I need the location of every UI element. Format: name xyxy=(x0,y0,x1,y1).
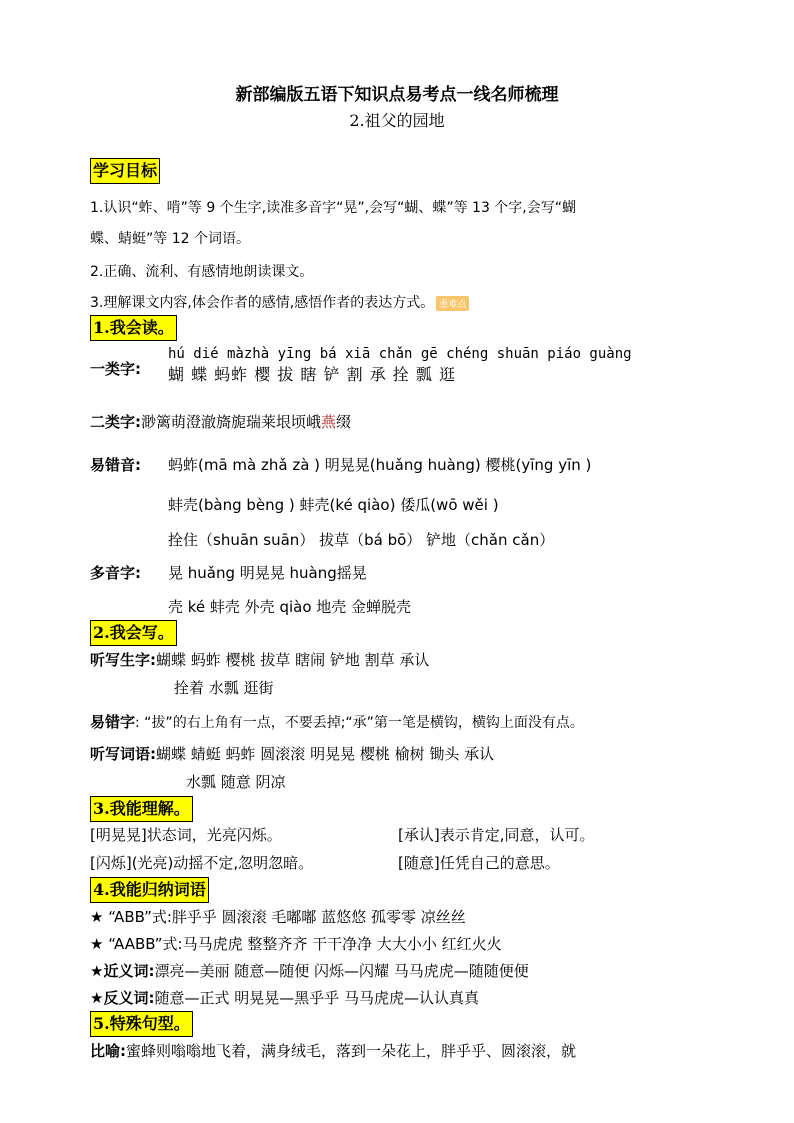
dict-label: 听写生字: xyxy=(90,651,156,669)
poly-label: 多音字: xyxy=(90,564,141,582)
induce-ant-row xyxy=(90,987,479,1008)
induce-heading: 4.我能归纳词语 xyxy=(90,877,209,903)
cat1-chars: 蝴 蝶 蚂蚱 樱 拔 瞎 铲 割 承 拴 瓢 逛 xyxy=(168,365,456,384)
dict-line-2: 拴着 水瓢 逛街 xyxy=(174,679,274,697)
poly-line-1: 晃 huǎng 明晃晃 huàng摇晃 xyxy=(168,564,367,582)
syn-label: ★近义词: xyxy=(90,962,155,980)
cat1-pinyin: hú dié màzhà yīng bá xiā chǎn gē chéng shuān piáo guàng xyxy=(168,346,632,362)
understand-line-2a: [闪烁](光亮)动摇不定,忽明忽暗。 xyxy=(90,854,314,872)
goal-line-3 xyxy=(90,292,469,312)
metaphor-label: 比喻: xyxy=(90,1042,126,1060)
section-heading-induce xyxy=(90,877,209,903)
sentence-row xyxy=(90,1040,576,1061)
error-line-2: 蚌壳(bàng bèng ) 蚌壳(ké qiào) 倭瓜(wō wěi ) xyxy=(168,496,499,514)
goal-line-1b: 蝶、蜻蜓”等 12 个词语。 xyxy=(90,231,250,247)
dict-row-1 xyxy=(90,649,429,670)
section-heading-understand xyxy=(90,796,193,822)
goal-line-1a: 1.认识“蚱、啃”等 9 个生字,读准多音字“晃”,会写“蝴、蝶”等 13 个字,会写“蝴 xyxy=(90,200,576,216)
poly-line-2: 壳 ké 蚌壳 外壳 qiào 地壳 金蝉脱壳 xyxy=(168,598,412,616)
section-heading-read xyxy=(90,315,177,341)
induce-abb: ★ “ABB”式:胖乎乎 圆滚滚 毛嘟嘟 蓝悠悠 孤零零 凉丝丝 xyxy=(90,908,466,926)
page-title: 新部编版五语下知识点易考点一线名师梳理 xyxy=(235,85,559,105)
dict-line-1: 蝴蝶 蚂蚱 樱桃 拔草 瞎闹 铲地 割草 承认 xyxy=(156,651,430,669)
cat2-chars-b: 缀 xyxy=(336,413,352,431)
err-char-row xyxy=(90,711,584,732)
key-point-badge: 重难点 xyxy=(436,296,469,311)
err-char-text: : “拔”的右上角有一点，不要丢掉;“承”第一笔是横钩，横钩上面没有点。 xyxy=(135,715,584,731)
read-heading: 1.我会读。 xyxy=(90,315,177,341)
induce-syn-row xyxy=(90,960,529,981)
words-row-1 xyxy=(90,743,494,764)
err-char-label: 易错字 xyxy=(90,713,136,731)
errors-label: 易错音: xyxy=(90,456,141,474)
error-line-3: 拴住（shuān suān） 拔草（bá bō） 铲地（chǎn cǎn） xyxy=(168,531,555,549)
sentence-heading: 5.特殊句型。 xyxy=(90,1011,193,1037)
write-heading: 2.我会写。 xyxy=(90,620,177,646)
understand-line-2b: [随意]任凭自己的意思。 xyxy=(398,854,560,872)
words-line-1: 蝴蝶 蜻蜓 蚂蚱 圆滚滚 明晃晃 樱桃 榆树 锄头 承认 xyxy=(156,745,495,763)
section-heading-write xyxy=(90,620,177,646)
section-heading-sentence xyxy=(90,1011,193,1037)
understand-heading: 3.我能理解。 xyxy=(90,796,193,822)
induce-aabb: ★ “AABB”式:马马虎虎 整整齐齐 干干净净 大大小小 红红火火 xyxy=(90,935,502,953)
syn-text: 漂亮—美丽 随意—随便 闪烁—闪耀 马马虎虎—随随便便 xyxy=(154,962,529,980)
words-line-2: 水瓢 随意 阴凉 xyxy=(186,773,286,791)
ant-text: 随意—正式 明晃晃—黑乎乎 马马虎虎—认认真真 xyxy=(154,989,479,1007)
cat2-chars-red: 燕 xyxy=(321,413,337,431)
section-heading-goals xyxy=(90,158,160,184)
cat2-chars-a: 渺篱萌澄澈旖旎瑞莱垠顷峨 xyxy=(141,413,322,431)
words-label: 听写词语: xyxy=(90,745,156,763)
goals-heading: 学习目标 xyxy=(90,158,160,184)
goal-line-2: 2.正确、流利、有感情地朗读课文。 xyxy=(90,264,314,280)
metaphor-text: 蜜蜂则嗡嗡地飞着，满身绒毛，落到一朵花上，胖乎乎、圆滚滚，就 xyxy=(126,1042,577,1060)
error-line-1: 蚂蚱(mā mà zhǎ zà ) 明晃晃(huǎng huàng) 樱桃(yīng yīn ) xyxy=(168,456,592,474)
understand-line-1b: [承认]表示肯定,同意，认可。 xyxy=(398,826,595,844)
page-subtitle: 2.祖父的园地 xyxy=(349,111,445,130)
cat2-row xyxy=(90,411,351,432)
understand-line-1a: [明晃晃]状态词，光亮闪烁。 xyxy=(90,826,282,844)
ant-label: ★反义词: xyxy=(90,989,155,1007)
cat2-label: 二类字: xyxy=(90,413,141,431)
goal-line-3-text: 3.理解课文内容,体会作者的感情,感悟作者的表达方式。 xyxy=(90,295,435,311)
cat1-label: 一类字: xyxy=(90,360,141,378)
